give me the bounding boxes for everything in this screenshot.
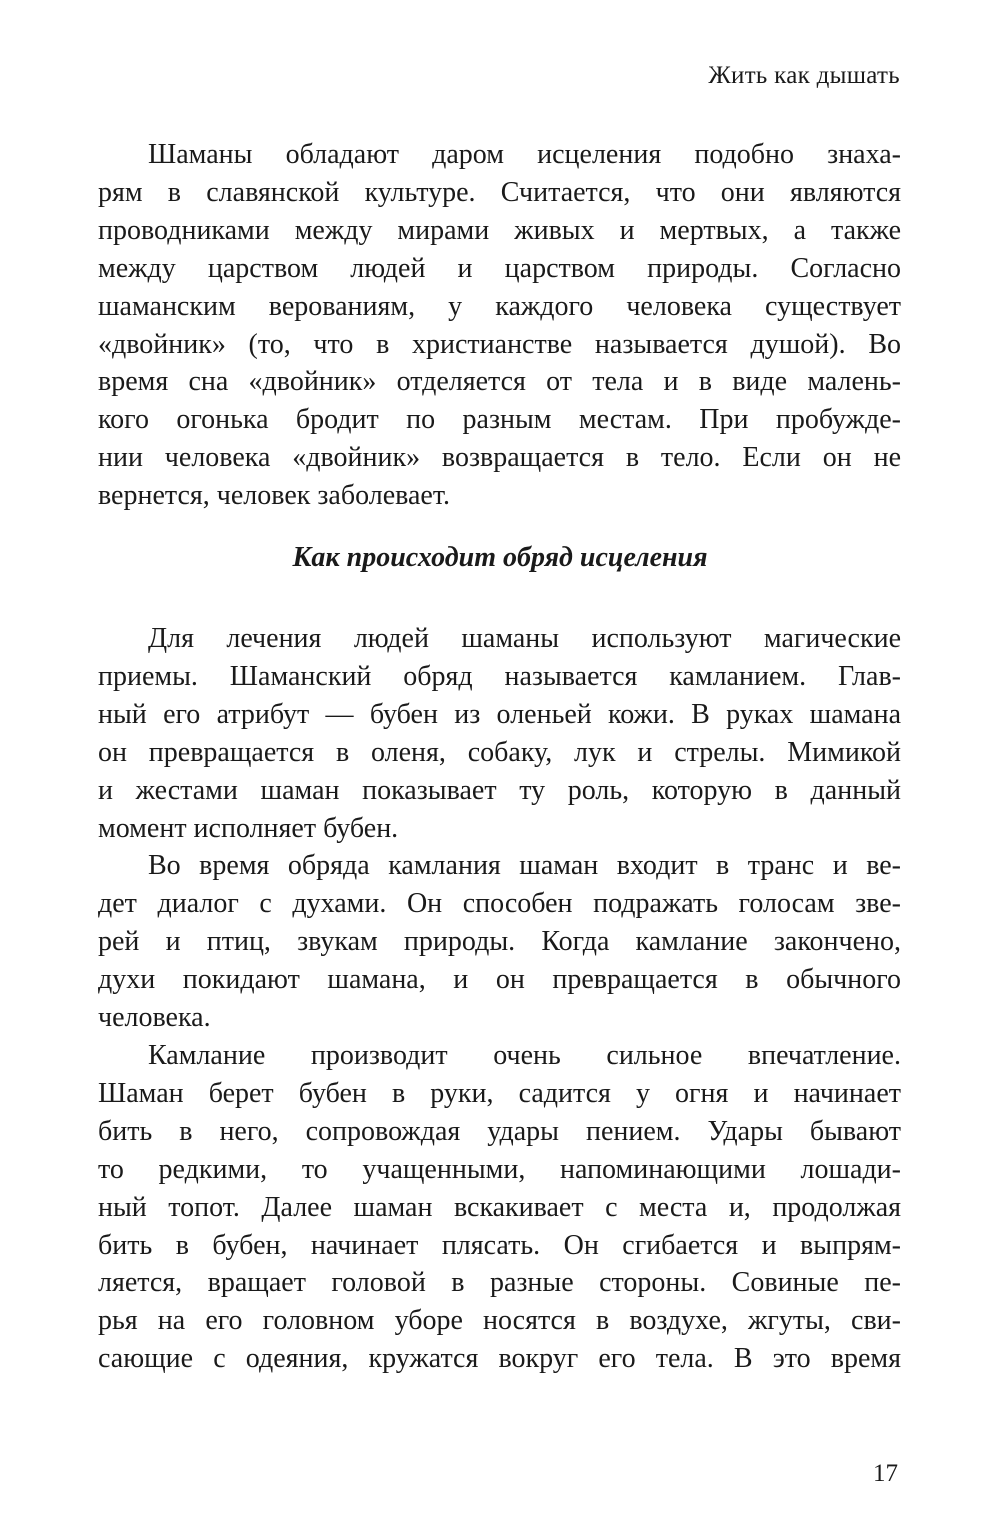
text-line: Камлание производит очень сильное впечатление. bbox=[148, 1039, 901, 1071]
text-line: бить в него, сопровождая удары пением. Удары бывают bbox=[98, 1115, 901, 1147]
text-line: момент исполняет бубен. bbox=[98, 812, 399, 844]
text-line: кого огонька бродит по разным местам. При пробужде- bbox=[98, 404, 901, 436]
text-line: ный топот. Далее шаман вскакивает с места и, продолжая bbox=[98, 1191, 901, 1223]
page-number: 17 bbox=[873, 1460, 898, 1487]
text-line: Для лечения людей шаманы используют магические bbox=[148, 623, 901, 654]
section-heading: Как происходит обряд исцеления bbox=[292, 542, 708, 573]
text-line: духи покидают шамана, и он превращается в обычного bbox=[98, 964, 901, 996]
text-line: «двойник» (то, что в христианстве называется душой). Во bbox=[98, 328, 901, 360]
text-line: он превращается в оленя, собаку, лук и стрелы. Мимикой bbox=[98, 736, 901, 768]
text-line: бить в бубен, начинает плясать. Он сгибается и выпрям- bbox=[98, 1229, 901, 1261]
text-line: шаманским верованиям, у каждого человека существует bbox=[98, 290, 901, 322]
text-line: рья на его головном уборе носятся в воздухе, жгуты, сви- bbox=[98, 1305, 901, 1337]
text-line: проводниками между мирами живых и мертвых, а также bbox=[98, 214, 901, 246]
body-text-after-heading bbox=[98, 620, 901, 1378]
text-line: между царством людей и царством природы. Согласно bbox=[98, 252, 901, 284]
text-line: дет диалог с духами. Он способен подражать голосам зве- bbox=[98, 888, 901, 920]
text-line: вернется, человек заболевает. bbox=[98, 480, 450, 512]
text-line: рям в славянской культуре. Считается, что они являются bbox=[98, 176, 901, 208]
paragraph bbox=[98, 1037, 901, 1378]
text-line: человека. bbox=[98, 1002, 211, 1034]
paragraph bbox=[98, 620, 901, 847]
paragraph bbox=[98, 847, 901, 1037]
paragraph bbox=[98, 136, 901, 515]
text-line: приемы. Шаманский обряд называется камланием. Глав- bbox=[98, 660, 901, 692]
text-line: Шаманы обладают даром исцеления подобно знаха- bbox=[148, 139, 901, 170]
text-line: рей и птиц, звукам природы. Когда камлание закончено, bbox=[98, 926, 901, 958]
running-head: Жить как дышать bbox=[708, 62, 900, 89]
text-line: и жестами шаман показывает ту роль, которую в данный bbox=[98, 774, 901, 806]
text-line: Шаман берет бубен в руки, садится у огня и начинает bbox=[98, 1077, 901, 1109]
text-line: то редкими, то учащенными, напоминающими лошади- bbox=[98, 1153, 901, 1185]
text-line: Во время обряда камлания шаман входит в транс и ве- bbox=[148, 850, 901, 882]
text-line: ляется, вращает головой в разные стороны. Совиные пе- bbox=[98, 1267, 901, 1299]
body-text-before-heading bbox=[98, 136, 901, 515]
text-line: время сна «двойник» отделяется от тела и в виде малень- bbox=[98, 366, 901, 398]
text-line: ный его атрибут — бубен из оленьей кожи. В руках шамана bbox=[98, 698, 901, 730]
text-line: сающие с одеяния, кружатся вокруг его тела. В это время bbox=[98, 1343, 901, 1375]
text-line: нии человека «двойник» возвращается в тело. Если он не bbox=[98, 442, 901, 474]
